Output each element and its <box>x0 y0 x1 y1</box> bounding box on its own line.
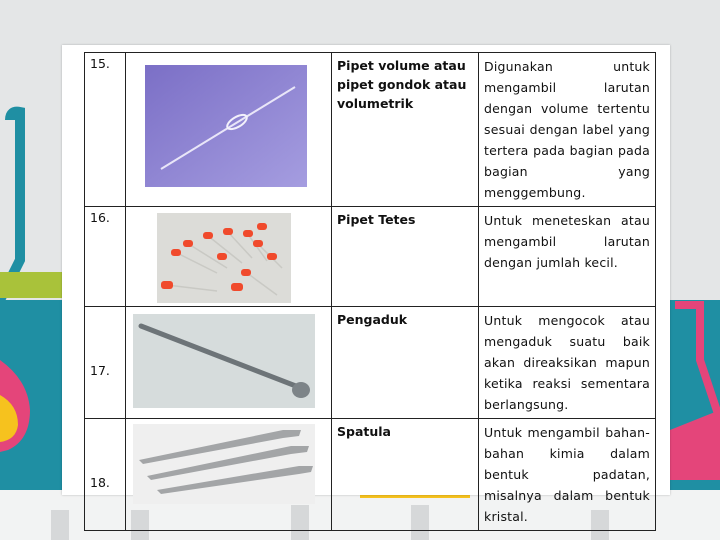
table-row <box>85 307 656 419</box>
table-row <box>85 53 656 207</box>
tool-use: Untuk mengocok atau mengaduk suatu baik akan direaksikan mapun ketika reaksi sementara berlangsung. <box>479 307 656 419</box>
row-number: 16. <box>85 207 126 307</box>
tool-name: Pipet volume atau pipet gondok atau volumetrik <box>332 53 479 207</box>
tool-name: Spatula <box>332 419 479 531</box>
row-number: 18. <box>85 419 126 531</box>
tool-name: Pipet Tetes <box>332 207 479 307</box>
tool-name: Pengaduk <box>332 307 479 419</box>
lab-equipment-table <box>84 52 656 531</box>
table-row <box>85 207 656 307</box>
tool-use: Untuk meneteskan atau mengambil larutan dengan jumlah kecil. <box>479 207 656 307</box>
tool-use: Digunakan untuk mengambil larutan dengan volume tertentu sesuai dengan label yang tertera pada bagian pada bagian yang menggembung. <box>479 53 656 207</box>
green-band-left <box>0 272 62 298</box>
spatula-image <box>126 419 332 531</box>
row-number: 15. <box>85 53 126 207</box>
table-row <box>85 419 656 531</box>
pipette-volumetric-image <box>126 53 332 207</box>
dropper-pipette-image <box>126 207 332 307</box>
stirring-rod-image <box>126 307 332 419</box>
tool-use: Untuk mengambil bahan-bahan kimia dalam bentuk padatan, misalnya dalam bentuk kristal. <box>479 419 656 531</box>
row-number: 17. <box>85 307 126 419</box>
